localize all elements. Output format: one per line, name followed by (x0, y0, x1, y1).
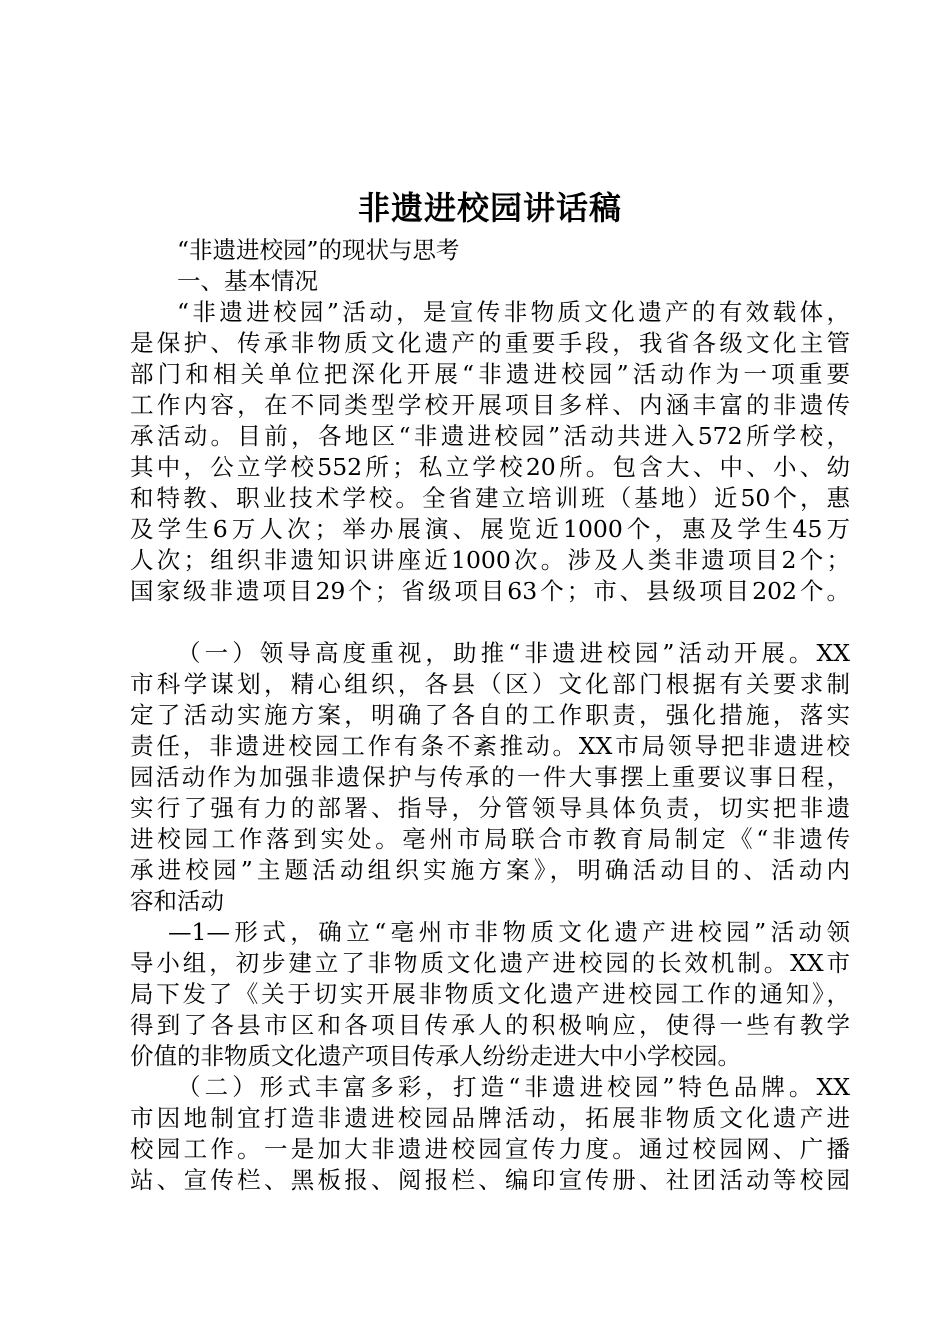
paragraph-line: 园活动作为加强非遗保护与传承的一件大事摆上重要议事日程， (130, 763, 850, 791)
paragraph-line: 工作内容，在不同类型学校开展项目多样、内涵丰富的非遗传 (130, 391, 850, 419)
paragraph-line: 其中，公立学校552所；私立学校20所。包含大、中、小、幼 (130, 453, 850, 481)
paragraph-line: 市科学谋划，精心组织，各县（区）文化部门根据有关要求制 (130, 670, 850, 698)
paragraph-line: （一）领导高度重视，助推“非遗进校园”活动开展。XX (177, 639, 850, 667)
paragraph-line: （二）形式丰富多彩，打造“非遗进校园”特色品牌。XX (177, 1073, 850, 1101)
paragraph-line: 承活动。目前，各地区“非遗进校园”活动共进入572所学校， (130, 422, 850, 450)
paragraph-line: 进校园工作落到实处。亳州市局联合市教育局制定《“非遗传 (130, 825, 850, 853)
paragraph-line: 国家级非遗项目29个；省级项目63个；市、县级项目202个。 (130, 577, 850, 605)
document-page (130, 185, 850, 1196)
paragraph-line: —1—形式，确立“亳州市非物质文化遗产进校园”活动领 (168, 918, 850, 946)
paragraph-line: 责任，非遗进校园工作有条不紊推动。XX市局领导把非遗进校 (130, 732, 850, 760)
paragraph-line: 及学生6万人次；举办展演、展览近1000个，惠及学生45万 (130, 515, 850, 543)
paragraph-line: 市因地制宜打造非遗进校园品牌活动，拓展非物质文化遗产进 (130, 1104, 850, 1132)
paragraph-line: 价值的非物质文化遗产项目传承人纷纷走进大中小学校园。 (130, 1042, 741, 1070)
paragraph-line: 是保护、传承非物质文化遗产的重要手段，我省各级文化主管 (130, 329, 850, 357)
paragraph-line: 站、宣传栏、黑板报、阅报栏、编印宣传册、社团活动等校园 (130, 1166, 850, 1194)
paragraph-line: 人次；组织非遗知识讲座近1000次。涉及人类非遗项目2个； (130, 546, 850, 574)
paragraph-brand (130, 1072, 850, 1196)
section-heading: 一、基本情况 (177, 267, 318, 295)
paragraph-line: 部门和相关单位把深化开展“非遗进校园”活动作为一项重要 (130, 360, 850, 388)
paragraph-spacer (130, 607, 850, 638)
paragraph-leadership (130, 638, 850, 917)
paragraph-line: 局下发了《关于切实开展非物质文化遗产进校园工作的通知》， (130, 980, 850, 1008)
paragraph-line: “非遗进校园”活动，是宣传非物质文化遗产的有效载体， (177, 298, 850, 326)
subtitle: “非遗进校园”的现状与思考 (177, 236, 460, 264)
paragraph-line: 校园工作。一是加大非遗进校园宣传力度。通过校园网、广播 (130, 1135, 850, 1163)
paragraph-line: 定了活动实施方案，明确了各自的工作职责，强化措施，落实 (130, 701, 850, 729)
paragraph-line: 承进校园”主题活动组织实施方案》，明确活动目的、活动内 (130, 856, 850, 884)
paragraph-line: 得到了各县市区和各项目传承人的积极响应，使得一些有教学 (130, 1011, 850, 1039)
paragraph-form (130, 917, 850, 1072)
paragraph-line: 实行了强有力的部署、指导，分管领导具体负责，切实把非遗 (130, 794, 850, 822)
document-title: 非遗进校园讲话稿 (357, 189, 622, 227)
paragraph-line: 导小组，初步建立了非物质文化遗产进校园的长效机制。XX市 (130, 949, 850, 977)
paragraph-line: 和特教、职业技术学校。全省建立培训班（基地）近50个，惠 (130, 484, 850, 512)
paragraph-basic-situation (130, 297, 850, 607)
paragraph-line: 容和活动 (130, 887, 224, 915)
